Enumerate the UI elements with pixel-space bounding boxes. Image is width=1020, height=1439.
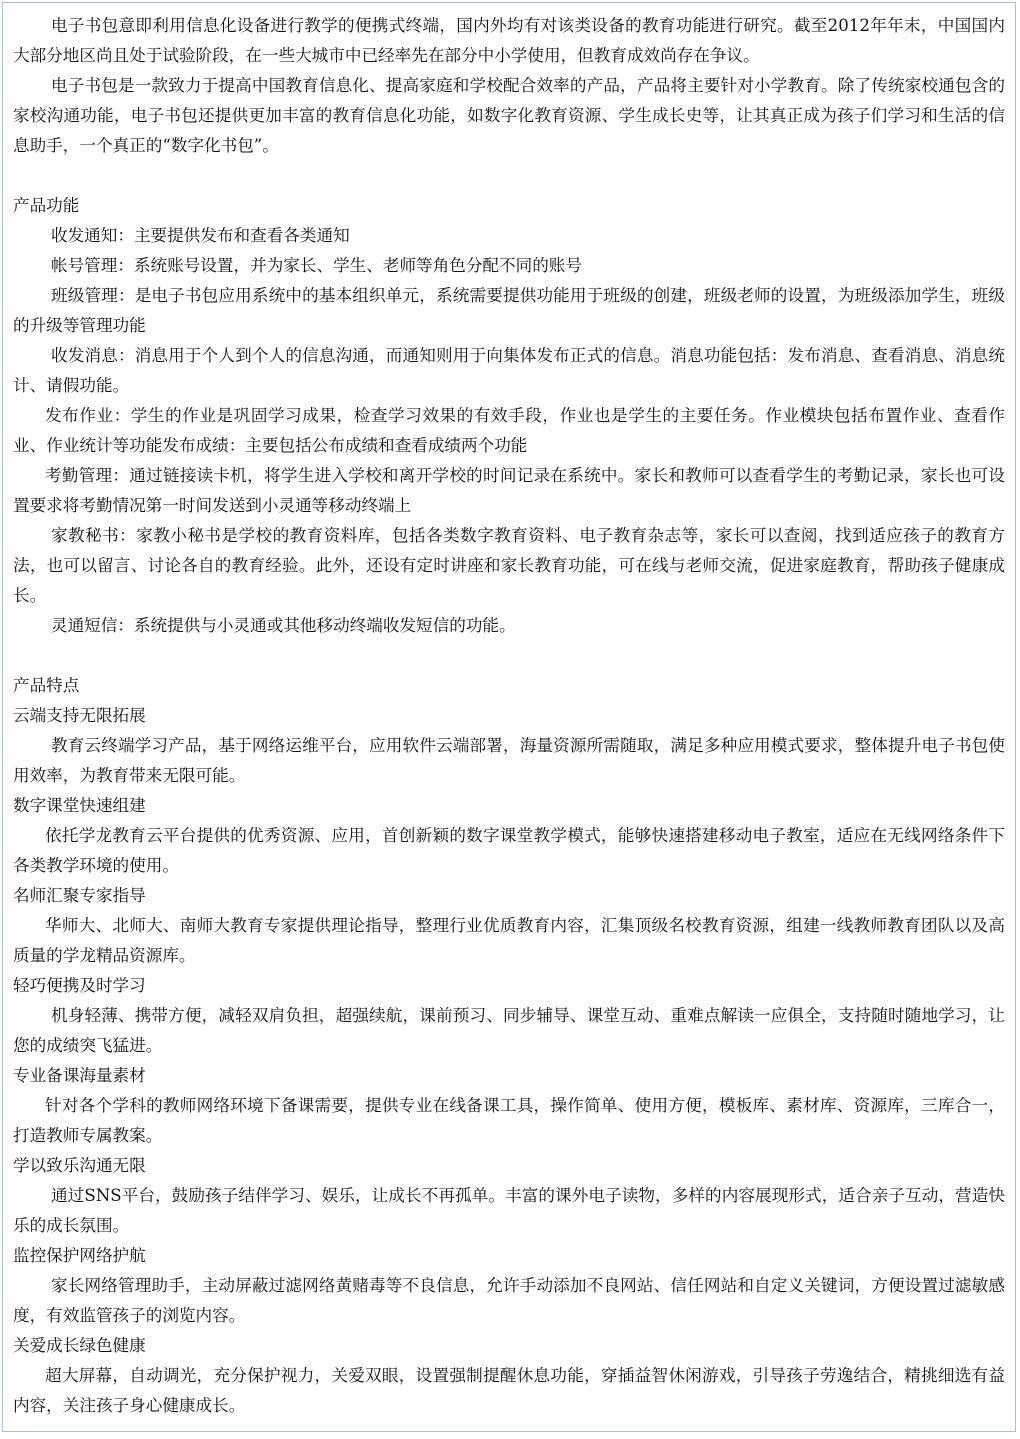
blank-line — [13, 641, 1005, 671]
document-page — [2, 2, 1016, 1432]
feature-text: 针对各个学科的教师网络环境下备课需要，提供专业在线备课工具，操作简单、使用方便，模板库、素材库、资源库，三库合一，打造教师专属教案。 — [13, 1096, 1005, 1145]
feature-title: 数字课堂快速组建 — [13, 796, 146, 815]
function-item: 灵通短信：系统提供与小灵通或其他移动终端收发短信的功能。 — [51, 616, 516, 635]
feature-text: 教育云终端学习产品，基于网络运维平台，应用软件云端部署，海量资源所需随取，满足多种应用模式要求，整体提升电子书包使用效率，为教育带来无限可能。 — [13, 736, 1005, 785]
feature-title: 云端支持无限拓展 — [13, 706, 146, 725]
function-item: 班级管理：是电子书包应用系统中的基本组织单元，系统需要提供功能用于班级的创建，班级老师的设置，为班级添加学生，班级的升级等管理功能 — [13, 286, 1005, 335]
feature-text: 通过SNS平台，鼓励孩子结伴学习、娱乐，让成长不再孤单。丰富的课外电子读物，多样的内容展现形式，适合亲子互动，营造快乐的成长氛围。 — [13, 1186, 1005, 1235]
section-heading-features: 产品特点 — [13, 676, 80, 695]
intro-paragraph: 电子书包是一款致力于提高中国教育信息化、提高家庭和学校配合效率的产品，产品将主要针对小学教育。除了传统家校通包含的家校沟通功能，电子书包还提供更加丰富的教育信息化功能，如数字化教育资源、学生成长史等，让其真正成为孩子们学习和生活的信息助手，一个真正的“数字化书包”。 — [13, 76, 1005, 155]
feature-title: 专业备课海量素材 — [13, 1066, 146, 1085]
function-item: 帐号管理：系统账号设置，并为家长、学生、老师等角色分配不同的账号 — [51, 256, 582, 275]
function-item: 发布作业：学生的作业是巩固学习成果，检查学习效果的有效手段，作业也是学生的主要任务。作业模块包括布置作业、查看作业、作业统计等功能发布成绩：主要包括公布成绩和查看成绩两个功能 — [13, 406, 1005, 455]
blank-line — [13, 161, 1005, 191]
feature-title: 监控保护网络护航 — [13, 1246, 146, 1265]
function-item: 收发消息：消息用于个人到个人的信息沟通，而通知则用于向集体发布正式的信息。消息功能包括：发布消息、查看消息、消息统计、请假功能。 — [13, 346, 1005, 395]
feature-text: 华师大、北师大、南师大教育专家提供理论指导，整理行业优质教育内容，汇集顶级名校教育资源，组建一线教师教育团队以及高质量的学龙精品资源库。 — [13, 916, 1005, 965]
function-item: 考勤管理：通过链接读卡机，将学生进入学校和离开学校的时间记录在系统中。家长和教师可以查看学生的考勤记录，家长也可设置要求将考勤情况第一时间发送到小灵通等移动终端上 — [13, 466, 1005, 515]
section-heading-functions: 产品功能 — [13, 196, 80, 215]
feature-text: 依托学龙教育云平台提供的优秀资源、应用，首创新颖的数字课堂教学模式，能够快速搭建移动电子教室，适应在无线网络条件下各类教学环境的使用。 — [13, 826, 1005, 875]
feature-title: 关爱成长绿色健康 — [13, 1336, 146, 1355]
feature-title: 轻巧便携及时学习 — [13, 976, 146, 995]
feature-text: 超大屏幕，自动调光，充分保护视力，关爱双眼，设置强制提醒休息功能，穿插益智休闲游戏，引导孩子劳逸结合，精挑细选有益内容，关注孩子身心健康成长。 — [13, 1366, 1005, 1415]
feature-title: 名师汇聚专家指导 — [13, 886, 146, 905]
feature-text: 机身轻薄、携带方便，减轻双肩负担，超强续航，课前预习、同步辅导、课堂互动、重难点解读一应俱全，支持随时随地学习，让您的成绩突飞猛进。 — [13, 1006, 1005, 1055]
function-item: 收发通知：主要提供发布和查看各类通知 — [51, 226, 350, 245]
intro-paragraph: 电子书包意即利用信息化设备进行教学的便携式终端，国内外均有对该类设备的教育功能进行研究。截至2012年年末，中国国内大部分地区尚且处于试验阶段，在一些大城市中已经率先在部分中小学使用，但教育成效尚存在争议。 — [13, 16, 1005, 65]
feature-text: 家长网络管理助手，主动屏蔽过滤网络黄赌毒等不良信息，允许手动添加不良网站、信任网站和自定义关键词，方便设置过滤敏感度，有效监管孩子的浏览内容。 — [13, 1276, 1005, 1325]
function-item: 家教秘书：家教小秘书是学校的教育资料库，包括各类数字教育资料、电子教育杂志等，家长可以查阅，找到适应孩子的教育方法，也可以留言、讨论各自的教育经验。此外，还设有定时讲座和家长教育功能，可在线与老师交流，促进家庭教育，帮助孩子健康成长。 — [13, 526, 1005, 605]
feature-title: 学以致乐沟通无限 — [13, 1156, 146, 1175]
